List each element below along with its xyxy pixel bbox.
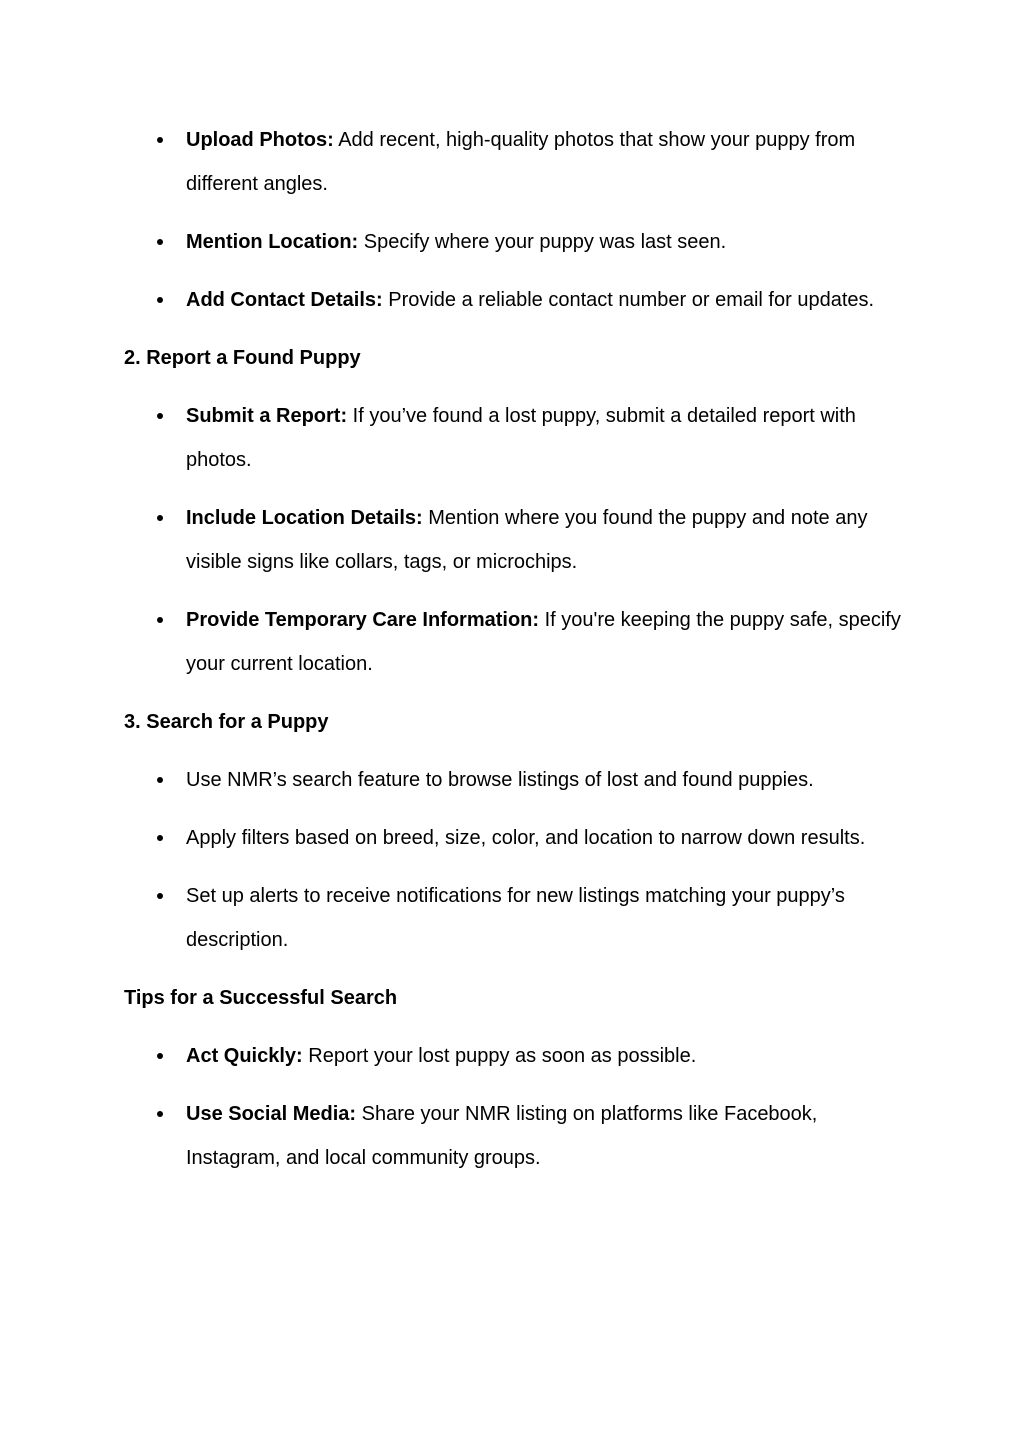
item-text: If you're keeping the puppy safe, specify your current location. xyxy=(186,609,901,675)
list-item xyxy=(186,1034,904,1078)
item-text: Apply filters based on breed, size, color, and location to narrow down results. xyxy=(186,827,866,849)
item-text: Use NMR’s search feature to browse listings of lost and found puppies. xyxy=(186,769,814,791)
item-label: Submit a Report: xyxy=(186,405,348,427)
section-heading-search: 3. Search for a Puppy xyxy=(124,711,329,733)
section-heading-tips: Tips for a Successful Search xyxy=(124,987,398,1009)
list-item xyxy=(186,874,904,962)
item-text: Set up alerts to receive notifications for new listings matching your puppy’s description. xyxy=(186,885,845,951)
item-label: Act Quickly: xyxy=(186,1045,303,1067)
list-report-found xyxy=(124,394,904,686)
list-tips xyxy=(124,1034,904,1180)
section-heading-report-found: 2. Report a Found Puppy xyxy=(124,347,361,369)
list-item xyxy=(186,118,904,206)
item-text: Specify where your puppy was last seen. xyxy=(358,231,727,253)
list-lost-puppy-steps xyxy=(124,118,904,322)
item-text: If you’ve found a lost puppy, submit a detailed report with photos. xyxy=(186,405,856,471)
list-item xyxy=(186,496,904,584)
item-label: Add Contact Details: xyxy=(186,289,383,311)
item-text: Share your NMR listing on platforms like Facebook, Instagram, and local community groups. xyxy=(186,1103,818,1169)
item-label: Use Social Media: xyxy=(186,1103,357,1125)
list-item xyxy=(186,816,904,860)
item-text: Report your lost puppy as soon as possible. xyxy=(302,1045,697,1067)
item-label: Include Location Details: xyxy=(186,507,423,529)
list-item xyxy=(186,394,904,482)
item-text: Provide a reliable contact number or email for updates. xyxy=(382,289,875,311)
item-text: Add recent, high-quality photos that show your puppy from different angles. xyxy=(186,129,856,195)
list-item xyxy=(186,1092,904,1180)
list-item xyxy=(186,598,904,686)
item-label: Upload Photos: xyxy=(186,129,334,151)
item-label: Provide Temporary Care Information: xyxy=(186,609,540,631)
list-item xyxy=(186,758,904,802)
item-label: Mention Location: xyxy=(186,231,359,253)
list-search xyxy=(124,758,904,962)
document-content xyxy=(124,118,904,1194)
item-text: Mention where you found the puppy and note any visible signs like collars, tags, or microchips. xyxy=(186,507,868,573)
list-item xyxy=(186,278,904,322)
list-item xyxy=(186,220,904,264)
